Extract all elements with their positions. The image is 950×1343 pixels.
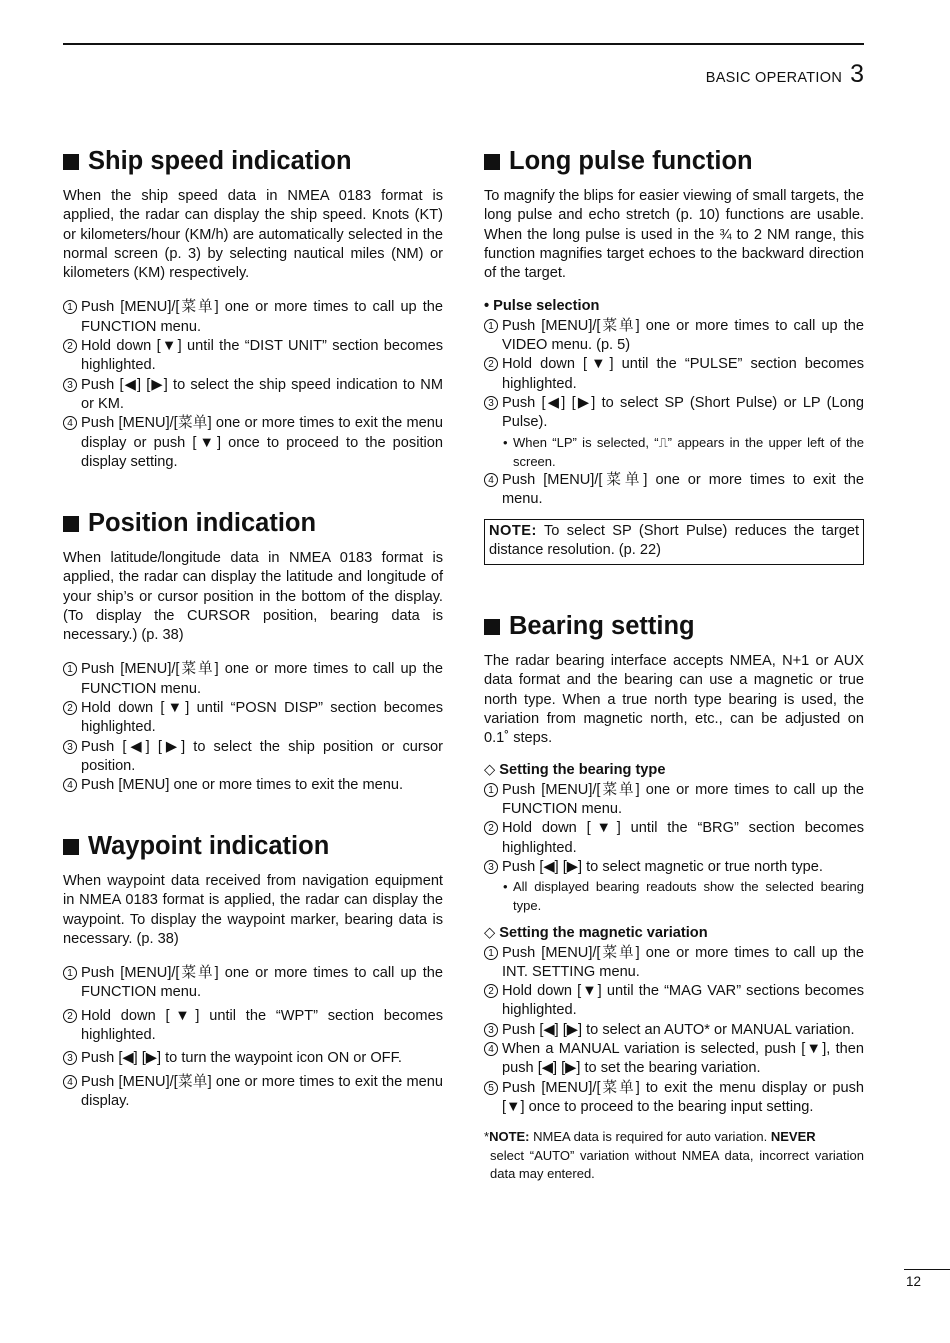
step-item: 2 Hold down [▼] until the “BRG” section becomes highlighted. bbox=[484, 819, 864, 858]
step-list bbox=[63, 298, 443, 472]
section-body: When waypoint data received from navigation equipment in NMEA 0183 format is applied, the radar can display the waypoint. To display the waypoint marker, bearing data is necessary. (p. 38) bbox=[63, 873, 443, 947]
section-position bbox=[63, 508, 443, 796]
section-body: When latitude/longitude data in NMEA 0183 format is applied, the radar can display the latitude and longitude of your ship’s or cursor position in the bottom of the display. (To display the CURSOR position, bearing data is necessary.) (p. 38) bbox=[63, 550, 443, 644]
step-item: 3 Push [◀] [▶] to turn the waypoint icon ON or OFF. bbox=[63, 1049, 443, 1068]
circled-number: 2 bbox=[484, 357, 498, 371]
section-heading: Waypoint indication bbox=[63, 831, 443, 861]
section-heading: Long pulse function bbox=[484, 146, 864, 176]
step-item: 2 Hold down [▼] until the “DIST UNIT” section becomes highlighted. bbox=[63, 337, 443, 376]
step-item: 2 Hold down [▼] until the “WPT” section becomes highlighted. bbox=[63, 1007, 443, 1046]
step-list bbox=[63, 964, 443, 1111]
running-header bbox=[706, 60, 864, 89]
circled-number: 3 bbox=[63, 378, 77, 392]
step-item: 3 Push [◀] [▶] to select magnetic or true north type. bbox=[484, 858, 864, 877]
step-item: 3 Push [◀] [▶] to select the ship speed indication to NM or KM. bbox=[63, 376, 443, 415]
step-note: • All displayed bearing readouts show the selected bearing type. bbox=[503, 879, 864, 914]
note-label: NOTE: bbox=[489, 523, 537, 540]
circled-number: 1 bbox=[484, 783, 498, 797]
step-item: 1 Push [MENU]/[菜单] one or more times to call up the VIDEO menu. (p. 5) bbox=[484, 317, 864, 356]
step-item: 4 When a MANUAL variation is selected, push [▼], then push [◀] [▶] to set the bearing variation. bbox=[484, 1040, 864, 1079]
section-body: To magnify the blips for easier viewing of small targets, the long pulse and echo stretch (p. 10) functions are usable. When the long pulse is used in the ¾ to 2 NM range, this function magnifies target echoes to the backward direction of the target. bbox=[484, 188, 864, 282]
square-bullet-icon bbox=[63, 839, 79, 855]
step-item: 2 Hold down [▼] until the “MAG VAR” sections becomes highlighted. bbox=[484, 982, 864, 1021]
step-item: 2 Hold down [▼] until the “PULSE” section becomes highlighted. bbox=[484, 355, 864, 394]
circled-number: 4 bbox=[63, 416, 77, 430]
circled-number: 1 bbox=[63, 300, 77, 314]
circled-number: 2 bbox=[63, 339, 77, 353]
step-item: 1 Push [MENU]/[菜单] one or more times to call up the FUNCTION menu. bbox=[63, 298, 443, 337]
note-text: To select SP (Short Pulse) reduces the target distance resolution. (p. 22) bbox=[489, 523, 859, 559]
section-bearing bbox=[484, 611, 864, 1183]
section-ship-speed bbox=[63, 146, 443, 472]
circled-number: 3 bbox=[484, 1023, 498, 1037]
circled-number: 2 bbox=[63, 1009, 77, 1023]
page-number-rule bbox=[904, 1269, 950, 1270]
diamond-bullet-icon: ◇ bbox=[484, 762, 496, 779]
step-item: 2 Hold down [▼] until “POSN DISP” section becomes highlighted. bbox=[63, 699, 443, 738]
square-bullet-icon bbox=[63, 516, 79, 532]
circled-number: 2 bbox=[484, 821, 498, 835]
circled-number: 3 bbox=[484, 860, 498, 874]
circled-number: 4 bbox=[484, 473, 498, 487]
step-list bbox=[484, 944, 864, 1118]
footnote: *NOTE: NMEA data is required for auto variation. NEVER select “AUTO” variation without NMEA data, incorrect variation data may entered. bbox=[484, 1129, 864, 1181]
step-item: 5 Push [MENU]/[菜单] to exit the menu display or push [▼] once to proceed to the bearing input setting. bbox=[484, 1079, 864, 1118]
top-rule bbox=[63, 43, 864, 45]
circled-number: 1 bbox=[63, 662, 77, 676]
step-item: 4 Push [MENU] one or more times to exit the menu. bbox=[63, 776, 443, 795]
section-waypoint bbox=[63, 831, 443, 1111]
step-item: 3 Push [◀] [▶] to select SP (Short Pulse) or LP (Long Pulse). bbox=[484, 394, 864, 433]
circled-number: 5 bbox=[484, 1081, 498, 1095]
step-list bbox=[484, 317, 864, 509]
circled-number: 1 bbox=[63, 966, 77, 980]
section-heading: Ship speed indication bbox=[63, 146, 443, 176]
page-number: 12 bbox=[906, 1274, 922, 1289]
step-item: 3 Push [◀] [▶] to select an AUTO* or MANUAL variation. bbox=[484, 1021, 864, 1040]
circled-number: 1 bbox=[484, 946, 498, 960]
circled-number: 1 bbox=[484, 319, 498, 333]
note-box bbox=[484, 519, 864, 565]
step-item: 4 Push [MENU]/[菜单] one or more times to exit the menu display or push [▼] once to proceed to the position display setting. bbox=[63, 414, 443, 472]
step-item: 1 Push [MENU]/[菜单] one or more times to call up the FUNCTION menu. bbox=[484, 781, 864, 820]
step-note: • When “LP” is selected, “⎍” appears in the upper left of the screen. bbox=[503, 434, 864, 469]
circled-number: 2 bbox=[63, 701, 77, 715]
section-body: When the ship speed data in NMEA 0183 format is applied, the radar can display the ship speed. Knots (KT) or kilometers/hour (KM/h) are automatically selected in the normal screen (p. 3) by selecting nautical miles (NM) or kilometers (KM) respectively. bbox=[63, 188, 443, 282]
circled-number: 2 bbox=[484, 984, 498, 998]
section-heading: Position indication bbox=[63, 508, 443, 538]
header-section-title: BASIC OPERATION bbox=[705, 70, 843, 86]
step-list bbox=[484, 781, 864, 915]
square-bullet-icon bbox=[484, 619, 500, 635]
step-list bbox=[63, 660, 443, 795]
circled-number: 3 bbox=[63, 1051, 77, 1065]
section-long-pulse bbox=[484, 146, 864, 565]
step-item: 1 Push [MENU]/[菜单] one or more times to call up the INT. SETTING menu. bbox=[484, 944, 864, 983]
step-item: 1 Push [MENU]/[菜单] one or more times to call up the FUNCTION menu. bbox=[63, 964, 443, 1003]
square-bullet-icon bbox=[484, 154, 500, 170]
subheading-pulse-selection: • Pulse selection bbox=[484, 298, 600, 315]
section-body: The radar bearing interface accepts NMEA, N+1 or AUX data format and the bearing can use a magnetic or true north type. When a true north type bearing is used, the variation from magnetic north, etc., can be adjusted on 0.1˚ steps. bbox=[484, 653, 864, 747]
circled-number: 3 bbox=[484, 396, 498, 410]
step-item: 4 Push [MENU]/[菜单] one or more times to exit the menu display. bbox=[63, 1073, 443, 1112]
subheading-magnetic-variation: ◇ Setting the magnetic variation bbox=[484, 925, 708, 942]
circled-number: 4 bbox=[63, 1075, 77, 1089]
header-section-number: 3 bbox=[850, 60, 864, 88]
square-bullet-icon bbox=[63, 154, 79, 170]
subheading-bearing-type: ◇ Setting the bearing type bbox=[484, 762, 666, 779]
step-item: 3 Push [◀] [▶] to select the ship position or cursor position. bbox=[63, 738, 443, 777]
step-item: 1 Push [MENU]/[菜单] one or more times to call up the FUNCTION menu. bbox=[63, 660, 443, 699]
section-heading: Bearing setting bbox=[484, 611, 864, 641]
diamond-bullet-icon: ◇ bbox=[484, 925, 496, 942]
step-item: 4 Push [MENU]/[菜单] one or more times to exit the menu. bbox=[484, 471, 864, 510]
circled-number: 4 bbox=[484, 1042, 498, 1056]
circled-number: 3 bbox=[63, 740, 77, 754]
circled-number: 4 bbox=[63, 778, 77, 792]
